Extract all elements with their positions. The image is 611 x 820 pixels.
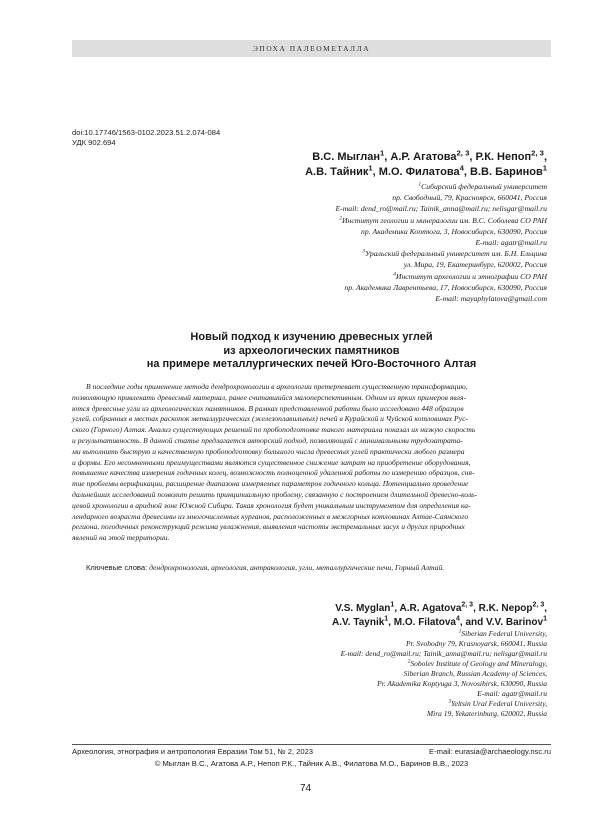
title-line: Новый подход к изучению древесных углей bbox=[190, 331, 433, 343]
footer-copyright: © Мыглан В.С., Агатова А.Р., Непоп Р.К., Тайник А.В., Филатова М.О., Баринов В.В., 2023 bbox=[154, 759, 469, 768]
section-header: ЭПОХА ПАЛЕОМЕТАЛЛА bbox=[72, 40, 551, 57]
affiliation-line: Siberian Branch, Russian Academy of Sciences, bbox=[403, 669, 547, 678]
affiliation-line: $^3$Уральский федеральный университет им. Б.Н. Ельцина bbox=[362, 248, 547, 259]
affiliation-line: пр. Свободный, 79, Красноярск, 660041, Россия bbox=[392, 193, 547, 203]
doi[interactable]: doi:10.17746/1563-0102.2023.51.2.074-084 bbox=[72, 128, 221, 137]
author-affiliation-index: 2, 3 bbox=[532, 601, 545, 609]
affiliation-index: 3 bbox=[448, 698, 452, 705]
abstract-line: углей, собранных в местах раскопок металлургических (железоплавильных) печей в Курайской и Чуйской котловинах Рус- bbox=[72, 414, 468, 424]
author-name: В.В. Баринов bbox=[470, 166, 543, 178]
udk: УДК 902.694 bbox=[72, 138, 116, 147]
affiliations-ru bbox=[147, 181, 547, 304]
affiliation-line: пр. Академика Лаврентьева, 17, Новосибирск, 630090, Россия bbox=[344, 282, 547, 292]
affiliation-line: E-mail: mayaphylatova@gmail.com bbox=[435, 294, 547, 304]
author-name: M.O. Filatova bbox=[393, 617, 456, 628]
author-affiliation-index: 1 bbox=[543, 615, 547, 623]
abstract-line: лендарного возраста древесины из многочисленных курганов, расположенных в межгорных котловинах Алтае-Саянского bbox=[72, 511, 469, 521]
authors-en-line2: A.V. Taynik$^1$, M.O. Filatova$^4$, and V.V. Barinov$^1$ bbox=[332, 615, 547, 628]
author-name: В.С. Мыглан bbox=[312, 151, 380, 163]
affiliations-en bbox=[147, 629, 547, 719]
author-affiliation-index: 4 bbox=[455, 615, 460, 623]
footer-email[interactable]: E-mail: eurasia@archaeology.nsc.ru bbox=[429, 747, 551, 756]
author-affiliation-index: 1 bbox=[384, 615, 389, 623]
author-name: A.R. Agatova bbox=[399, 603, 462, 614]
abstract-line: дальнейших исследований позволит решить принципиальную проблему, связанную с построением длительной древесно-коль- bbox=[72, 489, 478, 499]
affiliation-line: E-mail: dend_ro@mail.ru; Tainik_anna@mail.ru; nelisgar@mail.ru bbox=[335, 204, 547, 214]
article-title bbox=[72, 331, 551, 372]
title-line: на примере металлургических печей Юго-Восточного Алтая bbox=[146, 358, 477, 370]
abstract bbox=[72, 382, 551, 544]
keywords bbox=[86, 563, 444, 573]
author-name: R.K. Nepop bbox=[478, 603, 533, 614]
affiliation-index: 2 bbox=[407, 658, 411, 665]
authors-en bbox=[167, 602, 547, 630]
author-affiliation-index: 1 bbox=[390, 601, 395, 609]
title-line: из археологических памятников bbox=[223, 344, 400, 357]
author-affiliation-index: 4 bbox=[459, 163, 464, 173]
affiliation-line: $^2$Sobolev Institute of Geology and Mineralogy, bbox=[407, 658, 547, 668]
abstract-line: повышение качества измерения годичных колец, возможность полноценной удаленной работы по измерению образцов, сня- bbox=[72, 468, 475, 478]
author-affiliation-index: 2, 3 bbox=[456, 148, 470, 158]
abstract-line: ми выполнить быструю и качественную пробоподготовку большого числа древесных углей практически любого размера bbox=[72, 446, 465, 456]
affiliation-line: ул. Мира, 19, Екатеринбург, 620002, Россия bbox=[403, 260, 547, 270]
footer-journal: Археология, этнография и антропология Евразии Том 51, № 2, 2023 bbox=[72, 747, 314, 756]
page-number: 74 bbox=[299, 783, 312, 794]
abstract-line: тие проблемы верификации, расширение диапазона измеряемых параметров годичного кольца. Потенциально проведение bbox=[72, 479, 469, 489]
author-name: A.V. Taynik bbox=[332, 617, 385, 628]
abstract-line: и формы. Его несомненными преимуществами являются существенное снижение затрат на приобретение оборудования, bbox=[72, 457, 471, 467]
author-name: А.Р. Агатова bbox=[390, 151, 457, 163]
author-name: V.V. Barinov bbox=[486, 617, 544, 628]
authors-en-line1: V.S. Myglan$^1$, A.R. Agatova$^{2, 3}$, R.K. Nepop$^{2, 3}$, bbox=[335, 601, 547, 614]
affiliation-line: Pr. Svobodny 79, Krasnoyarsk, 660041, Russia bbox=[405, 639, 547, 648]
affiliation-index: 1 bbox=[458, 628, 462, 635]
author-affiliation-index: 1 bbox=[542, 163, 547, 173]
affiliation-line: Mira 19, Yekaterinburg, 620002, Russia bbox=[426, 709, 547, 718]
affiliation-line: $^4$Институт археологии и этнографии СО РАН bbox=[393, 271, 547, 281]
author-affiliation-index: 1 bbox=[379, 148, 385, 158]
affiliation-line: $^1$Сибирский федеральный университет bbox=[418, 181, 547, 191]
abstract-line: региона, погодичных реконструкций режима увлажнения, выявления частоты экстремальных засух и других природных bbox=[72, 522, 465, 532]
authors-ru-line1: В.С. Мыглан$^1$, А.Р. Агатова$^{2, 3}$, Р.К. Непоп$^{2, 3}$, bbox=[312, 148, 547, 163]
abstract-line: В последние годы применение метода дендрохронологии в археологии претерпевает существенную трансформацию, bbox=[86, 382, 468, 391]
abstract-line: ются древесные угли из археологических памятников. В рамках представленной работы было исследовано 448 образцов bbox=[72, 403, 464, 413]
keywords-label: Ключевые слова: bbox=[86, 563, 148, 572]
page-footer bbox=[72, 744, 551, 769]
affiliation-index: 3 bbox=[362, 248, 365, 255]
affiliation-line: $^1$Siberian Federal University, bbox=[458, 628, 547, 638]
keywords-value: дендрохронология, археология, антракология, угли, металлургические печи, Горный Алтай. bbox=[149, 563, 445, 572]
affiliation-index: 4 bbox=[393, 271, 396, 278]
author-affiliation-index: 1 bbox=[368, 163, 373, 173]
author-affiliation-index: 2, 3 bbox=[531, 148, 544, 158]
affiliation-line: $^3$Yeltsin Ural Federal University, bbox=[448, 698, 547, 708]
author-name: М.О. Филатова bbox=[378, 166, 460, 178]
abstract-line: позволяющую привлекать древесный материал, ранее считавшийся малоперспективным. Одним из ярких примеров явля- bbox=[72, 392, 467, 402]
author-affiliation-index: 2, 3 bbox=[461, 601, 474, 609]
affiliation-line: $^2$Институт геологии и минералогии им. В.С. Соболева СО РАН bbox=[339, 215, 547, 225]
abstract-line: ского (Горного) Алтая. Анализ существующих решений по пробоподготовке такого материала показал их низкую скорость bbox=[72, 425, 476, 435]
affiliation-line: E-mail: agatr@mail.ru bbox=[475, 238, 547, 248]
authors-ru bbox=[167, 150, 547, 180]
affiliation-line: E-mail: agatr@mail.ru bbox=[477, 689, 547, 698]
affiliation-line: пр. Академика Коптюга, 3, Новосибирск, 630090, Россия bbox=[361, 226, 547, 236]
author-name: А.В. Тайник bbox=[305, 166, 369, 178]
affiliation-line: Pr. Akademika Koptyuga 3, Novosibirsk, 630090, Russia bbox=[377, 679, 547, 688]
abstract-line: цевой хронологии в аридной зоне Южной Сибири. Такая хронология будет уникальным инструментом для определения ка- bbox=[72, 500, 471, 510]
affiliation-index: 1 bbox=[418, 181, 422, 188]
author-name: Р.К. Непоп bbox=[475, 151, 532, 163]
author-name: V.S. Myglan bbox=[335, 603, 391, 614]
abstract-line: явлений на этой территории. bbox=[72, 533, 170, 543]
affiliation-line: E-mail: dend_ro@mail.ru; Tainik_anna@mail.ru; nelisgar@mail.ru bbox=[340, 649, 547, 658]
affiliation-index: 2 bbox=[339, 215, 342, 222]
article-meta bbox=[72, 128, 220, 148]
abstract-line: и результативность. В данной статье предлагается авторский подход, позволяющий с минимальными трудозатрата- bbox=[72, 435, 463, 445]
authors-ru-line2: А.В. Тайник$^1$, М.О. Филатова$^4$, В.В. Баринов$^1$ bbox=[305, 163, 547, 178]
